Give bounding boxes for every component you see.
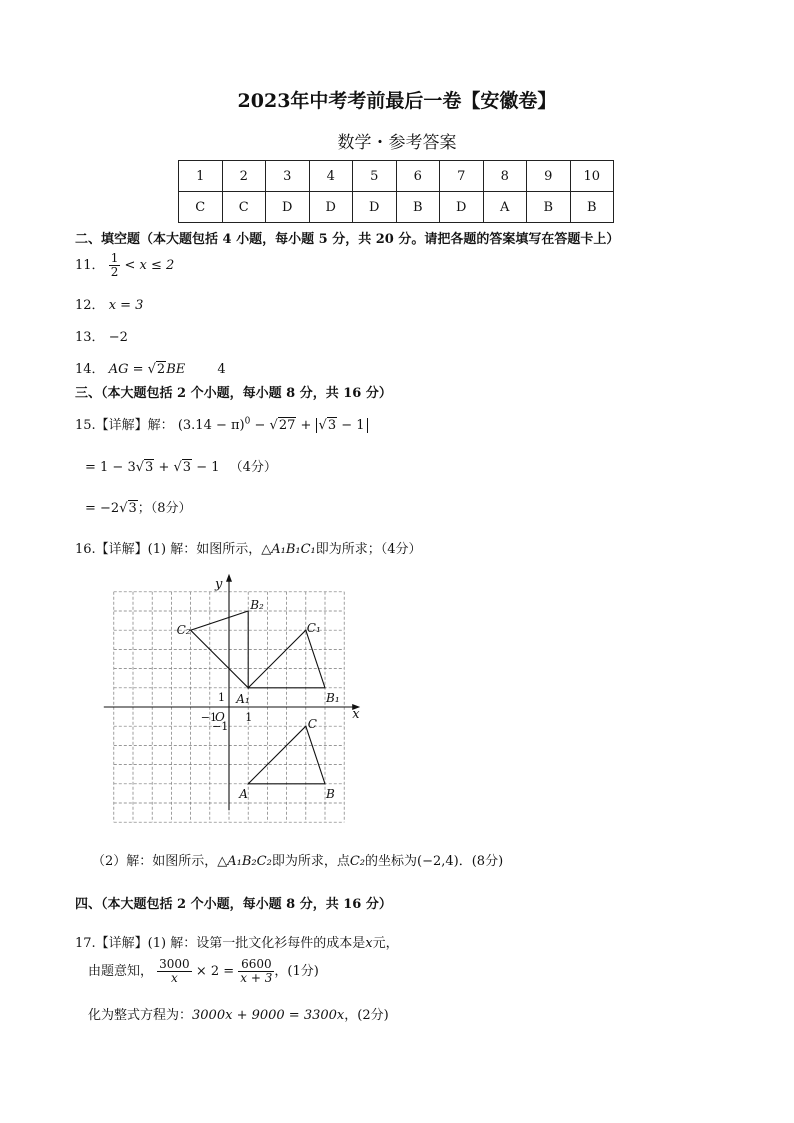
q17-line1 [75, 932, 399, 951]
q17-unit: 元， [372, 936, 399, 951]
q11-answer: < x ≤ 2 [124, 258, 175, 274]
q15-expr-c: + [296, 418, 316, 433]
q15-expr-sqrt27: 27 [278, 418, 296, 433]
q14-line: 14． AG = √2BE 4 [75, 362, 226, 377]
triangle-ABC [248, 726, 325, 784]
point-label-C: C [307, 717, 317, 732]
q16-label: 16.【详解】(1) 解：如图所示， [75, 542, 262, 557]
q15-line: 15.【详解】解： $(3.14 - \pi)^0 - √27 + √3 - 1$ [75, 414, 368, 433]
q15-expr-exponent: 0 [244, 416, 251, 427]
answer-table-answer-cell: D [353, 192, 397, 223]
point-label-B2: B₂ [250, 598, 264, 612]
x-tick-neg1-label: −1 [200, 711, 218, 724]
point-label-A: A [239, 786, 248, 801]
q17-line2-intro: 由题意知， [88, 964, 154, 980]
q17-fraction-1 [157, 958, 192, 985]
q15-step1-radicand-2: 3 [182, 460, 192, 475]
answer-table-number-cell: 4 [309, 161, 353, 192]
answer-table-number-cell: 3 [266, 161, 310, 192]
answer-table-number-cell: 6 [396, 161, 440, 192]
q16-part2-b: 即为所求，点 [271, 854, 350, 869]
y-tick-neg1-label: −1 [212, 720, 229, 734]
point-label-B: B [326, 786, 335, 801]
q16-part2-a: （2）解：如图所示， [92, 854, 218, 869]
point-label-C2: C₂ [176, 623, 191, 638]
answer-table-answer-cell: D [309, 192, 353, 223]
q11-fraction-denominator: 2 [110, 265, 119, 280]
answer-table-number-cell: 8 [483, 161, 527, 192]
q14-answer-2: 4 [217, 362, 226, 377]
answer-table-number-cell: 1 [179, 161, 223, 192]
origin-label: O [215, 710, 225, 724]
section2-heading: 二、填空题（本大题包括 4 小题，每小题 5 分，共 20 分。请把各题的答案填写在答题卡上） [75, 232, 620, 247]
answer-table-number-cell: 2 [222, 161, 266, 192]
q15-step1-c: − 1 [192, 460, 220, 475]
q15-step2: = −2√3；（8分） [85, 501, 192, 516]
q15-expr-abs: √3 − 1 [316, 418, 368, 433]
answer-table-answer-cell: C [222, 192, 266, 223]
q17-line3 [88, 1004, 389, 1023]
q17-line2-score: ，(1分) [274, 964, 319, 980]
q17-fraction-2-numerator: 6600 [238, 958, 274, 972]
section4-heading: 四、（本大题包括 2 个小题，每小题 8 分，共 16 分） [75, 897, 392, 912]
q17-line3-equation: 3000x + 9000 = 3300x [192, 1008, 345, 1023]
q17-label: 17.【详解】(1) 解：设第一批文化衫每件的成本是 [75, 936, 366, 951]
q15-step1-radicand: 3 [145, 460, 154, 475]
answer-table-answer-cell: D [266, 192, 310, 223]
answer-table-number-cell: 5 [353, 161, 397, 192]
q14-answer-part-a: AG = [108, 362, 148, 377]
answer-table [178, 160, 614, 223]
q15-expr-a: (3.14 − π) [177, 418, 245, 433]
q14-answer-radicand: 2 [156, 362, 166, 377]
q15-expr-abs-radicand: 3 [327, 418, 337, 433]
q17-mid: × 2 = [191, 964, 239, 980]
answer-table-number-cell: 7 [440, 161, 484, 192]
answer-table-answer-cell: B [527, 192, 571, 223]
q17-variable: x [365, 936, 373, 951]
answer-table-answer-row [179, 192, 614, 223]
q16-tail: 即为所求；（4分） [315, 542, 422, 557]
answer-table-answer-cell: A [483, 192, 527, 223]
answer-table-number-cell: 9 [527, 161, 571, 192]
q16-triangle: △A₁B₁C₁ [261, 542, 316, 557]
q13-number: 13． [75, 330, 105, 345]
q15-step1: = 1 − 3√3 + √3 − 1 （4分） [85, 460, 277, 475]
q13-line [75, 326, 128, 345]
q15-step2-radicand: 3 [128, 501, 137, 516]
q11-fraction [109, 252, 121, 279]
answer-table-answer-cell: B [570, 192, 614, 223]
answer-table-answer-cell: C [179, 192, 223, 223]
q17-fraction-1-denominator: x [171, 971, 178, 986]
q12-line [75, 294, 143, 313]
q17-fraction-2 [238, 958, 274, 985]
answer-table-answer-cell: B [396, 192, 440, 223]
q16-part2-triangle: △A₁B₂C₂ [217, 854, 272, 869]
q15-step2-a: = −2 [85, 501, 120, 516]
q15-label: 15.【详解】解： [75, 418, 174, 433]
q17-fraction-2-denominator: x + 3 [240, 971, 273, 986]
q16-part2-coord: (−2,4) [417, 854, 459, 869]
q16-line [75, 538, 422, 557]
q16-part2-line [92, 850, 503, 869]
q14-number: 14． [75, 362, 105, 377]
y-axis-label: y [215, 576, 223, 592]
page-subtitle: 数学・参考答案 [337, 133, 457, 153]
y-tick-1-label: 1 [218, 691, 225, 704]
coordinate-grid-figure [88, 572, 388, 832]
q14-answer-part-b: BE [166, 362, 186, 377]
answer-table-number-cell: 10 [570, 161, 614, 192]
q17-line3-intro: 化为整式方程为： [88, 1008, 193, 1023]
q11-line [75, 252, 174, 279]
q12-number: 12． [75, 298, 105, 313]
q15-step1-b: + [154, 460, 174, 475]
q11-fraction-numerator: 1 [110, 251, 119, 265]
answer-table-answer-cell: D [440, 192, 484, 223]
answer-table-number-row [179, 161, 614, 192]
q15-expr-abs-rest: − 1 [337, 418, 365, 433]
y-axis-arrow-icon [226, 574, 232, 582]
q15-expr-b: − [250, 418, 270, 433]
q11-number: 11． [75, 258, 105, 274]
x-axis-label: x [352, 707, 360, 722]
q15-step1-a: = 1 − 3 [85, 460, 136, 475]
q17-fraction-1-numerator: 3000 [159, 957, 190, 971]
section3-heading: 三、（本大题包括 2 个小题，每小题 8 分，共 16 分） [75, 386, 392, 401]
q15-step1-score: （4分） [229, 460, 277, 475]
q17-line3-score: ，(2分) [344, 1008, 389, 1023]
q17-line2 [88, 958, 319, 985]
x-tick-1-label: 1 [245, 711, 253, 724]
q13-answer: −2 [108, 330, 128, 345]
point-label-A1: A₁ [236, 691, 250, 706]
q16-part2-c: 的坐标为 [365, 854, 418, 869]
point-label-B1: B₁ [326, 690, 340, 705]
q12-answer: x = 3 [108, 298, 144, 313]
q16-part2-score: ．(8分) [458, 854, 504, 869]
point-label-C1: C₁ [306, 621, 321, 636]
page-title: 2023年中考考前最后一卷【安徽卷】 [237, 90, 557, 112]
q15-step2-score: ；（8分） [137, 501, 192, 516]
q16-part2-point: C₂ [349, 854, 365, 869]
